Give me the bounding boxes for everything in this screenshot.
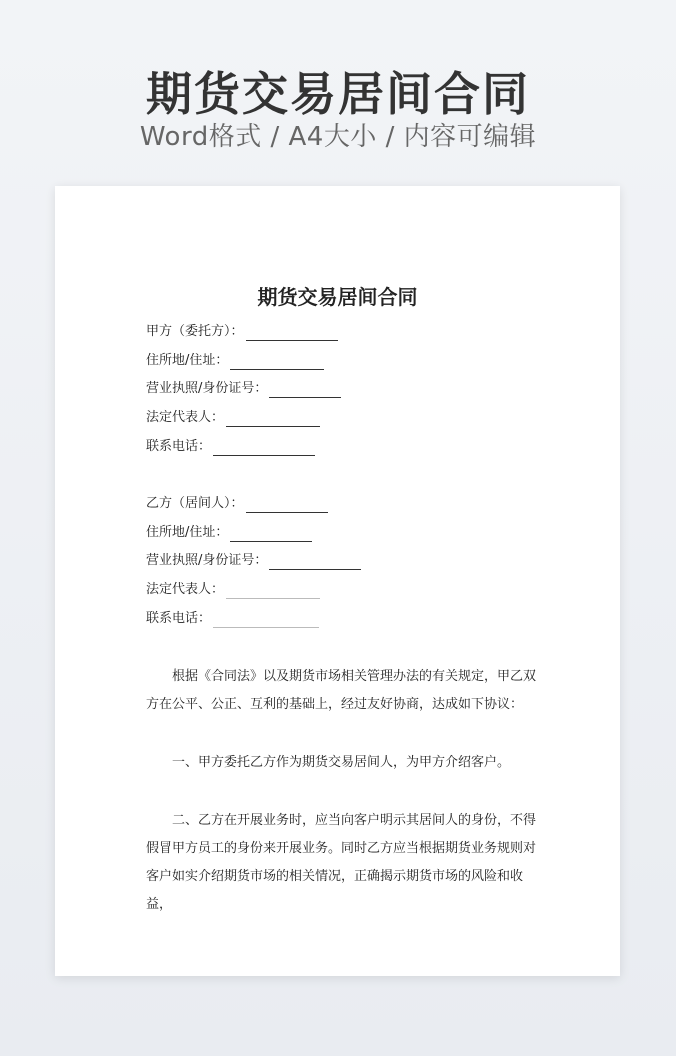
paragraph-clause-1: 一、甲方委托乙方作为期货交易居间人，为甲方介绍客户。 <box>172 755 511 770</box>
document-title: 期货交易居间合同 <box>257 285 418 309</box>
page-title: 期货交易居间合同 <box>146 67 530 121</box>
party-b-rep-blank[interactable] <box>226 584 320 599</box>
party-b-phone-blank[interactable] <box>213 613 319 628</box>
party-b-address-label: 住所地/住址： <box>146 525 229 540</box>
party-a-name-blank[interactable] <box>246 326 338 341</box>
party-a-name-label: 甲方（委托方）： <box>146 324 244 339</box>
party-b-name-label: 乙方（居间人）： <box>146 496 244 511</box>
party-a-address-field <box>146 352 324 370</box>
party-b-license-blank[interactable] <box>269 555 361 570</box>
party-b-name-field <box>146 495 328 513</box>
party-b-phone-label: 联系电话： <box>146 611 212 626</box>
party-b-phone-field <box>146 610 319 628</box>
party-b-license-label: 营业执照/身份证号： <box>146 553 268 568</box>
party-b-license-field <box>146 552 361 570</box>
party-a-license-label: 营业执照/身份证号： <box>146 381 268 396</box>
party-b-address-field <box>146 524 312 542</box>
paragraph-preamble: 根据《合同法》以及期货市场相关管理办法的有关规定，甲乙双方在公平、公正、互利的基础上，经过友好协商，达成如下协议： <box>146 669 537 712</box>
party-a-license-blank[interactable] <box>269 383 341 398</box>
party-b-rep-field <box>146 581 320 599</box>
party-a-phone-blank[interactable] <box>213 441 315 456</box>
party-a-rep-label: 法定代表人： <box>146 410 225 425</box>
party-a-rep-field <box>146 409 320 427</box>
party-a-address-blank[interactable] <box>230 355 324 370</box>
party-a-phone-label: 联系电话： <box>146 439 212 454</box>
party-b-rep-label: 法定代表人： <box>146 582 225 597</box>
party-a-name-field <box>146 323 338 341</box>
party-a-rep-blank[interactable] <box>226 412 320 427</box>
party-b-address-blank[interactable] <box>230 527 312 542</box>
party-a-address-label: 住所地/住址： <box>146 353 229 368</box>
party-a-phone-field <box>146 438 315 456</box>
party-b-name-blank[interactable] <box>246 498 328 513</box>
party-a-license-field <box>146 380 341 398</box>
page-subtitle: Word格式 / A4大小 / 内容可编辑 <box>139 122 537 152</box>
paragraph-clause-2: 二、乙方在开展业务时，应当向客户明示其居间人的身份，不得假冒甲方员工的身份来开展业务。同时乙方应当根据期货业务规则对客户如实介绍期货市场的相关情况，正确揭示期货市场的风险和收益， <box>146 813 537 912</box>
document-page <box>55 186 620 976</box>
